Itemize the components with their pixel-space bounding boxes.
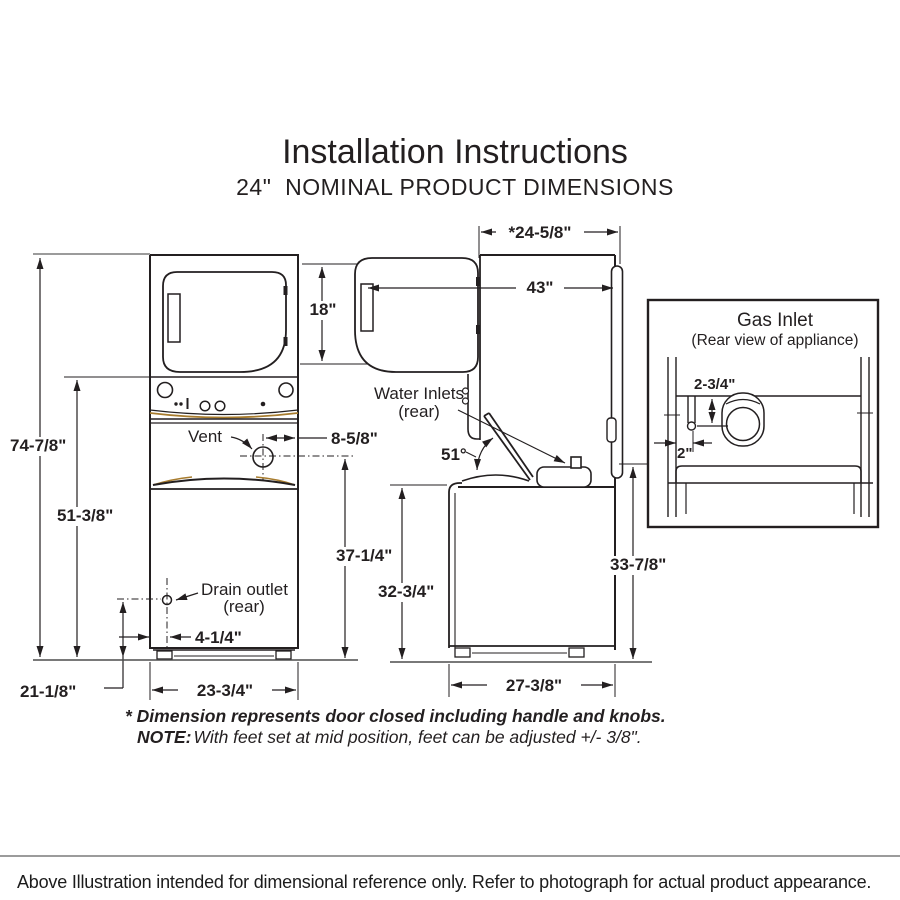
dim-label-depth: *24-5/8" <box>496 224 584 243</box>
door-hinge-top <box>284 286 288 295</box>
vent-label: Vent <box>188 427 223 446</box>
gas-inlet-subtitle: (Rear view of appliance) <box>691 332 859 349</box>
side-foot-front <box>455 648 470 657</box>
open-lid-outer <box>484 416 530 480</box>
drain-outlet-sublabel: (rear) <box>223 597 265 616</box>
dim-label-water-inlet-height: 33-7/8" <box>610 555 667 574</box>
footer-divider <box>0 855 900 857</box>
water-inlet-nub <box>571 457 581 468</box>
gas-dim-pipe-drop: 2-3/4" <box>694 376 736 393</box>
vent-duct-tube <box>722 393 764 446</box>
footnote-asterisk: * Dimension represents door closed including handle and knobs. <box>125 706 666 726</box>
lid-angle-arc <box>477 438 493 470</box>
dim-label-door-height: 18" <box>302 301 344 320</box>
dim-label-vent-offset: 8-5/8" <box>331 429 378 448</box>
gas-dim-pipe-offset: 2" <box>677 445 693 462</box>
dim-label-cabinet-width: 23-3/4" <box>178 682 272 701</box>
footnote-note-label: NOTE: <box>137 727 192 747</box>
water-inlets-label: Water Inlets <box>373 384 465 403</box>
footnote-note <box>137 727 642 748</box>
dim-label-depth-door-open: 43" <box>516 279 564 298</box>
rear-panel-bulge <box>612 266 623 478</box>
side-foot-rear <box>569 648 584 657</box>
gas-inlet-title: Gas Inlet <box>736 310 814 331</box>
console-dot <box>179 402 182 405</box>
dim-label-vent-height: 37-1/4" <box>336 546 393 565</box>
lid-angle-label: 51° <box>441 445 467 464</box>
page-subtitle: 24" NOMINAL PRODUCT DIMENSIONS <box>236 174 674 200</box>
rear-bracket <box>607 418 616 442</box>
water-inlets-sublabel: (rear) <box>398 402 440 421</box>
dim-label-washer-section-height: 51-3/8" <box>57 506 114 525</box>
front-lower-strip <box>468 374 480 439</box>
dim-label-total-height: 74-7/8" <box>10 436 67 455</box>
page-title: Installation Instructions <box>282 133 628 171</box>
drain-outlet-label: Drain outlet <box>201 580 288 599</box>
gas-pipe-tip <box>688 422 696 430</box>
dim-label-washer-depth: 27-3/8" <box>487 677 581 696</box>
angle-leader <box>466 452 476 457</box>
open-lid-inner <box>489 413 533 477</box>
console-dot <box>174 402 177 405</box>
footnote-note-text: With feet set at mid position, feet can be adjusted +/- 3/8". <box>193 727 642 747</box>
door-hinge-bottom <box>284 337 288 346</box>
foot-right <box>276 651 291 659</box>
open-door-hinge-top <box>476 277 480 286</box>
washer-top-dome-side <box>462 475 529 481</box>
console-dot <box>261 402 266 407</box>
open-lid-top-edge <box>484 413 489 416</box>
foot-left <box>157 651 172 659</box>
dim-label-drain-offset: 4-1/4" <box>195 628 242 647</box>
water-inlet-fixture <box>537 467 591 487</box>
dim-label-washer-height: 32-3/4" <box>378 582 435 601</box>
dim-label-drain-height: 21-1/8" <box>20 682 77 701</box>
footer-disclaimer: Above Illustration intended for dimensional reference only. Refer to photograph for actual product appearance. <box>17 872 872 892</box>
open-door-hinge-bottom <box>476 325 480 334</box>
